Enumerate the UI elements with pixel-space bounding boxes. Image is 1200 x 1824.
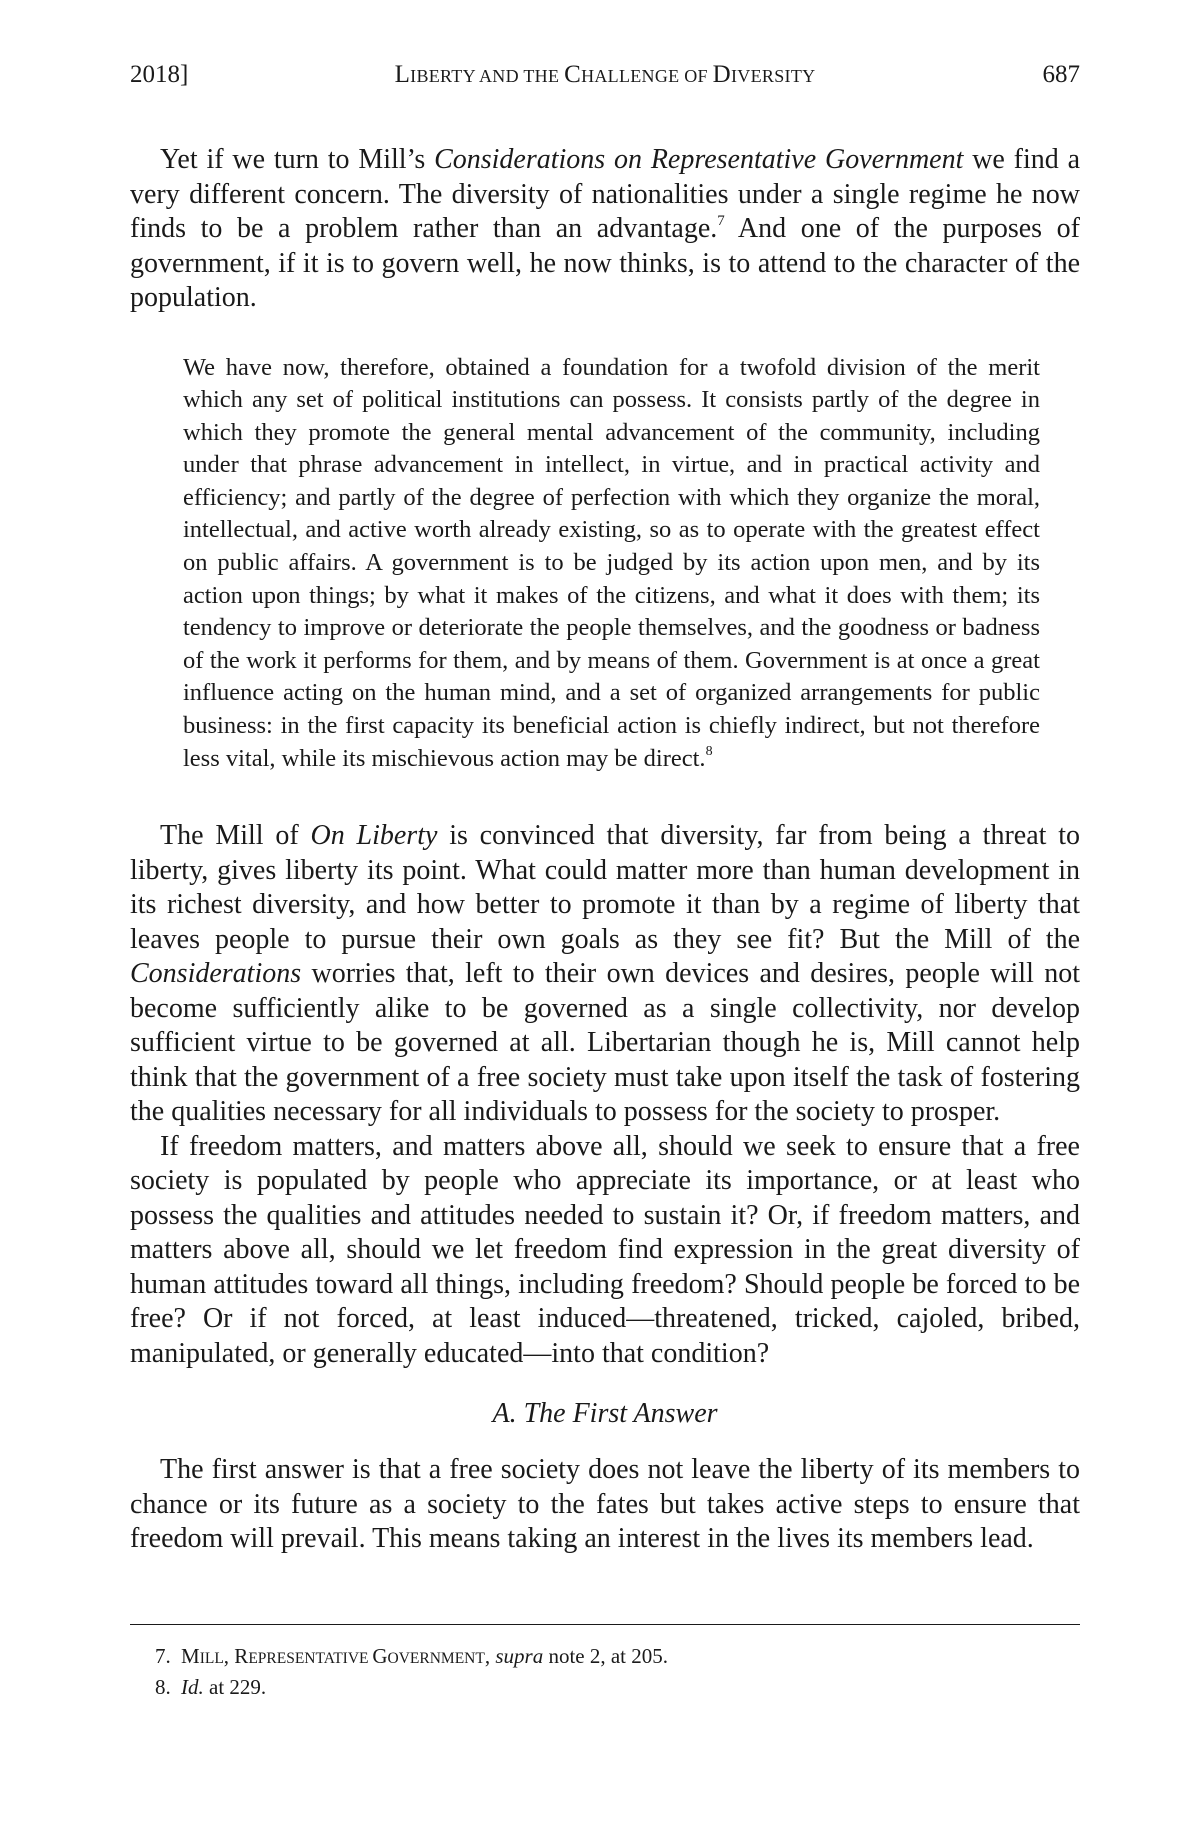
fn-text: at 229. — [203, 1675, 267, 1699]
footnote-7 — [155, 1642, 1055, 1673]
fn-smallcaps: OVERNMENT — [387, 1650, 485, 1667]
title-smallcaps: IBERTY AND THE — [410, 66, 565, 86]
paragraph-1 — [130, 143, 1080, 316]
footnote-ref-7[interactable]: 7 — [717, 213, 725, 229]
fn-signal: Id. — [181, 1675, 204, 1699]
section-heading: A. The First Answer — [492, 1398, 718, 1430]
block-quote — [183, 352, 1040, 776]
quote-text: We have now, therefore, obtained a foundation for a twofold division of the merit which any set of political institutions can possess. It consists partly of the degree in which they promote the general mental advancement of the community, including under that phrase advancement in intellect, in virtue, and in practical activity and efficiency; and partly of the degree of perfection with which they organize the moral, intellectual, and active worth already existing, so as to operate with the greatest effect on public affairs. A government is to be judged by its action upon men, and by its action upon things; by what it makes of the citizens, and what it does with them; its tendency to improve or deteriorate the people themselves, and the goodness or badness of the work it performs for them, and by means of them. Government is at once a great influence acting on the human mind, and a set of organized arrangements for public business: in the first capacity its beneficial action is chiefly indirect, but not therefore less vital, while its mischievous action may be direct. — [183, 353, 1040, 772]
fn-smallcaps: EPRESENTATIVE — [248, 1650, 373, 1667]
paragraph-3: If freedom matters, and matters above all, should we seek to ensure that a free society is populated by people who appreciate its importance, or at least who possess the qualities and attitudes needed to sustain it? Or, if freedom matters, and matters above all, should we let freedom find expression in the great diversity of human attitudes toward all things, including freedom? Should people be forced to be free? Or if not forced, at least induced—threatened, tricked, cajoled, bribed, manipulated, or generally educated—into that condition? — [130, 1130, 1080, 1369]
fn-signal: supra — [495, 1644, 544, 1668]
fn-cap: G — [372, 1644, 388, 1668]
header-title — [130, 58, 1080, 93]
footnote-number: 7. — [155, 1644, 171, 1668]
text-run: And one of the purposes of government, if it is to govern well, he now thinks, is to attend to the character of the population. — [130, 213, 1080, 313]
text-run: The Mill of — [160, 820, 311, 852]
title-cap: D — [712, 61, 732, 88]
text-run: we find a very different concern. The diversity of nationalities under a single regime he now finds to be a problem rather than an advantage. — [130, 144, 1080, 244]
paragraph-2 — [130, 819, 1080, 1130]
book-title: Considerations on Representative Government — [434, 144, 964, 175]
book-title: Considerations — [130, 958, 302, 990]
fn-sep: , — [223, 1644, 235, 1668]
main-text — [130, 143, 1080, 1557]
footnotes — [155, 1642, 1055, 1702]
title-cap: L — [394, 61, 411, 88]
fn-smallcaps: ILL — [199, 1650, 224, 1667]
fn-cap: M — [181, 1644, 200, 1668]
header-year: 2018] — [130, 61, 189, 88]
fn-cap: R — [234, 1644, 249, 1668]
title-cap: C — [564, 61, 582, 88]
text-run: Yet if we turn to Mill’s — [160, 144, 435, 175]
footnote-divider — [130, 1624, 1080, 1625]
footnote-8 — [155, 1673, 1055, 1702]
paragraph-4: The first answer is that a free society does not leave the liberty of its members to chance or its future as a society to the fates but takes active steps to ensure that freedom will prevail. This means taking an interest in the lives its members lead. — [130, 1454, 1080, 1555]
fn-sep: , — [484, 1644, 496, 1668]
text-run: worries that, left to their own devices and desires, people will not become sufficiently alike to be governed as a single collectivity, nor develop sufficient virtue to be governed at all. Libertarian though he is, Mill cannot help think that the government of a free society must take upon itself the task of fostering the qualities necessary for all individuals to possess for the society to prosper. — [130, 958, 1080, 1128]
text-run: is convinced that diversity, far from being a threat to liberty, gives liberty its point. What could matter more than human development in its richest diversity, and how better to promote it than by a regime of liberty that leaves people to pursue their own goals as they see fit? But the Mill of the — [130, 820, 1080, 955]
fn-text: note 2, at 205. — [543, 1644, 669, 1668]
title-smallcaps: IVERSITY — [731, 66, 816, 86]
running-head — [130, 58, 1080, 92]
book-title: On Liberty — [310, 820, 438, 852]
title-smallcaps: HALLENGE OF — [581, 66, 713, 86]
page-number: 687 — [1042, 61, 1080, 88]
footnote-ref-8[interactable]: 8 — [705, 743, 713, 759]
footnote-number: 8. — [155, 1675, 171, 1699]
